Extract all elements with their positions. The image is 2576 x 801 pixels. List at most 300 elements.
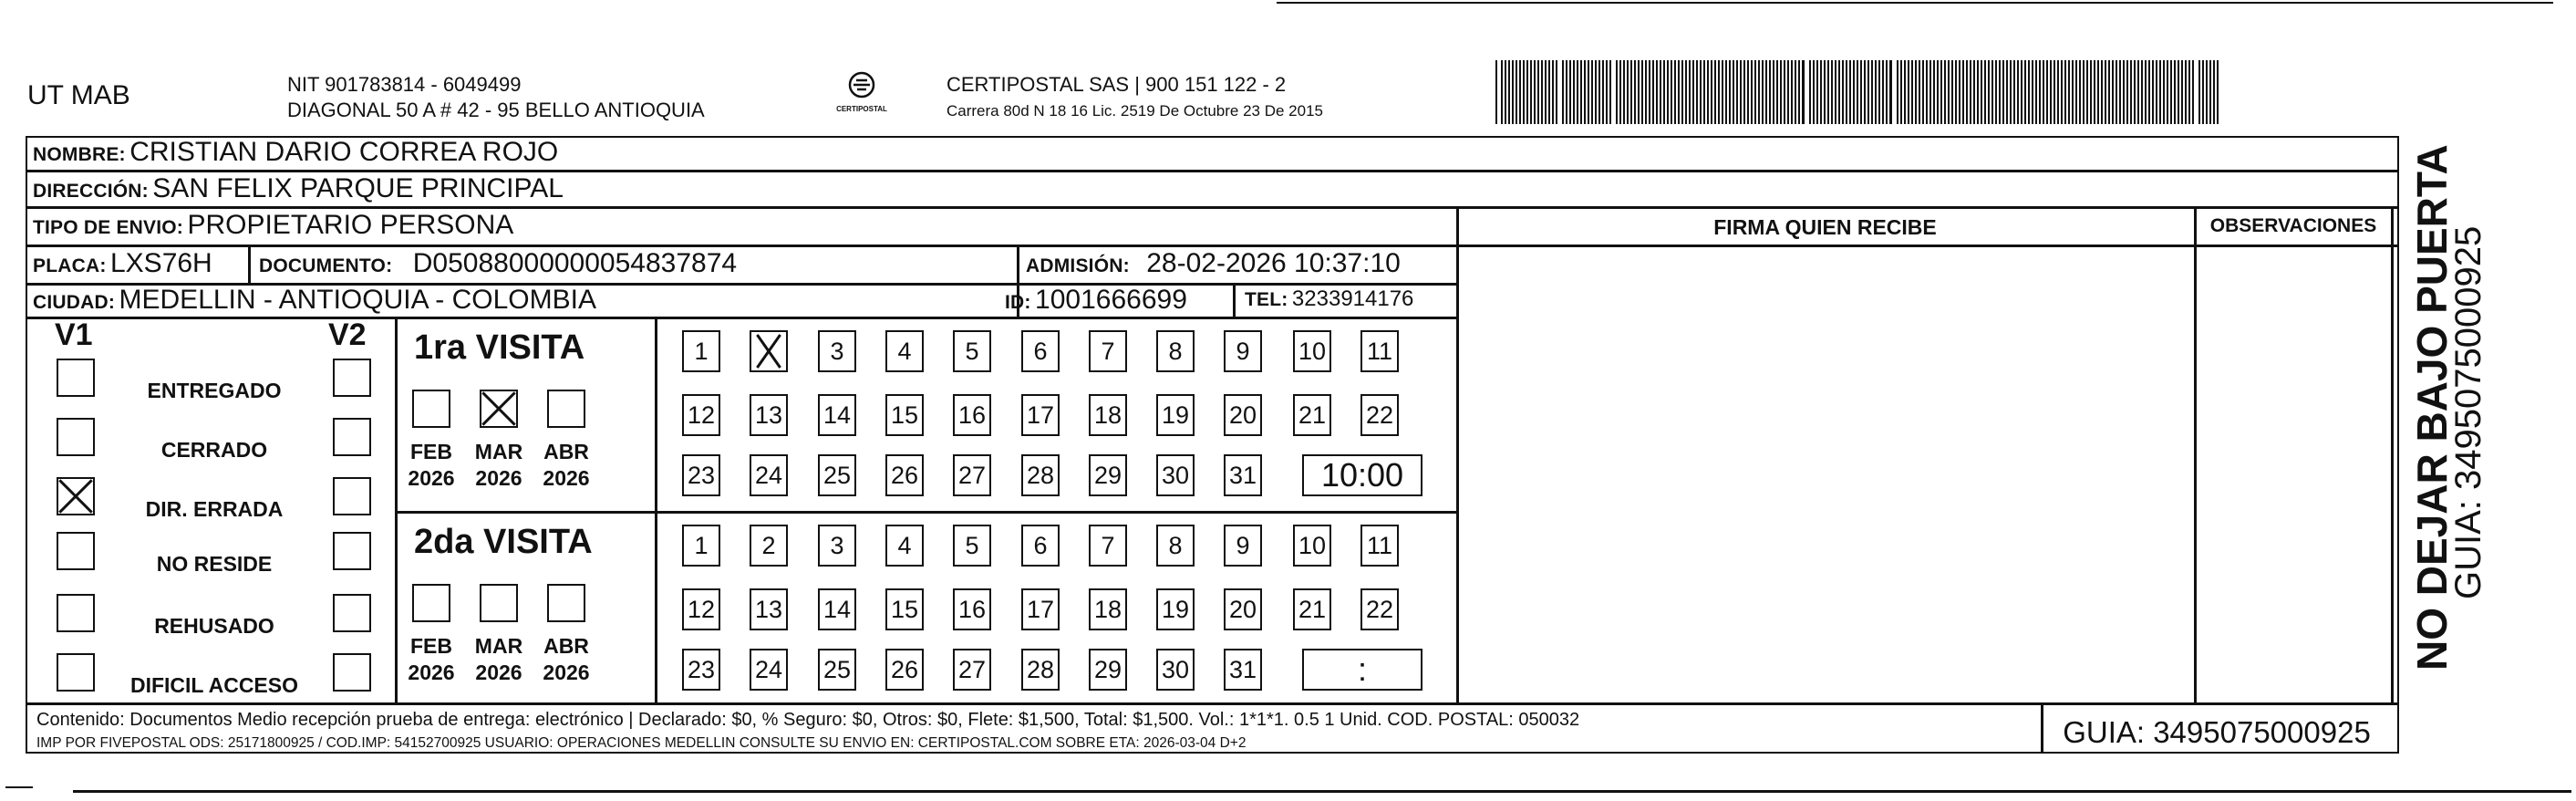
recipient-address: SAN FELIX PARQUE PRINCIPAL [152, 173, 564, 203]
barcode-bar [1534, 60, 1536, 124]
row-divider [26, 244, 1457, 247]
barcode-bar [1718, 60, 1720, 124]
col-divider [2194, 206, 2197, 703]
barcode-bar [2188, 60, 2190, 124]
top-edge-line [1277, 2, 2553, 4]
barcode-bar [1638, 60, 1640, 124]
barcode-bar [1566, 60, 1567, 124]
barcode-bar [2043, 60, 2044, 124]
barcode-bar [1512, 60, 1514, 124]
barcode-bar [2090, 60, 2092, 124]
barcode-bar [1846, 60, 1847, 124]
barcode-bar [2159, 60, 2161, 124]
barcode-bar [1849, 60, 1851, 124]
barcode-bar [1919, 60, 1920, 124]
day-box[interactable]: 8 [1156, 525, 1195, 567]
status-v1-checkbox[interactable] [57, 477, 95, 515]
barcode-bar [2152, 60, 2154, 124]
day-box[interactable]: 15 [885, 394, 924, 436]
barcode [1495, 60, 2225, 124]
v2-label: V2 [328, 317, 367, 352]
day-box[interactable]: 15 [885, 588, 924, 630]
barcode-bar [1595, 60, 1597, 124]
status-v2-checkbox[interactable] [333, 477, 371, 515]
year-label: 2026 [475, 466, 522, 490]
footer-divider [26, 702, 2399, 705]
day-box[interactable]: 19 [1156, 394, 1195, 436]
day-box[interactable]: 29 [1089, 454, 1127, 496]
day-box[interactable]: 29 [1089, 649, 1127, 691]
status-v2-checkbox[interactable] [333, 532, 371, 570]
barcode-bar [2094, 60, 2095, 124]
barcode-bar [1813, 60, 1815, 124]
year-label: 2026 [408, 661, 455, 684]
barcode-bar [2054, 60, 2055, 124]
barcode-bar [1656, 60, 1658, 124]
row-divider [26, 206, 2399, 209]
barcode-bar [1787, 60, 1789, 124]
barcode-bar [2079, 60, 2081, 124]
barcode-bar [1857, 60, 1858, 124]
barcode-bar [2024, 60, 2026, 124]
barcode-bar [1835, 60, 1836, 124]
barcode-bar [2217, 60, 2219, 124]
barcode-bar [1802, 60, 1805, 124]
day-box[interactable]: 28 [1021, 454, 1060, 496]
barcode-bar [1962, 60, 1964, 124]
day-box[interactable]: 2 [750, 525, 788, 567]
certipostal-logo [825, 71, 898, 122]
barcode-bar [1552, 60, 1554, 124]
barcode-bar [1897, 60, 1898, 124]
day-box[interactable]: 6 [1021, 525, 1060, 567]
day-box[interactable]: 19 [1156, 588, 1195, 630]
barcode-bar [1900, 60, 1902, 124]
v1-label: V1 [55, 317, 93, 352]
barcode-bar [2105, 60, 2106, 124]
barcode-bar [2039, 60, 2041, 124]
visit-time-box[interactable]: : [1302, 649, 1422, 691]
barcode-bar [1548, 60, 1550, 124]
month-checkbox[interactable] [412, 584, 450, 622]
status-v2-checkbox[interactable] [333, 653, 371, 692]
barcode-bar [1809, 60, 1811, 124]
logo-icon [843, 71, 880, 102]
barcode-bar [2013, 60, 2015, 124]
status-label: ENTREGADO [147, 379, 282, 402]
barcode-bar [1743, 60, 1745, 124]
barcode-bar [1556, 60, 1557, 124]
row-divider [26, 170, 2399, 172]
barcode-bar [2010, 60, 2012, 124]
year-label: 2026 [543, 466, 590, 490]
id-label: ID: [1005, 292, 1031, 313]
barcode-bar [1780, 60, 1782, 124]
tel-label: TEL: [1245, 289, 1288, 310]
month-checkbox[interactable] [412, 390, 450, 428]
status-label: DIFICIL ACCESO [129, 673, 298, 697]
barcode-bar [1616, 60, 1618, 124]
barcode-bar [1580, 60, 1582, 124]
month-checkbox[interactable] [547, 584, 585, 622]
barcode-bar [1685, 60, 1687, 124]
barcode-bar [1981, 60, 1982, 124]
sender-nit: NIT 901783814 - 6049499 [287, 73, 522, 96]
day-box[interactable]: 23 [682, 454, 720, 496]
barcode-bar [2116, 60, 2117, 124]
barcode-bar [1984, 60, 1986, 124]
barcode-bar [1911, 60, 1913, 124]
barcode-bar [1966, 60, 1968, 124]
plate-value: LXS76H [109, 248, 212, 278]
name-label: NOMBRE: [33, 144, 126, 165]
day-box[interactable]: 8 [1156, 330, 1195, 372]
barcode-bar [1725, 60, 1727, 124]
barcode-bar [1700, 60, 1702, 124]
tel-value: 3233914176 [1291, 286, 1414, 311]
barcode-bar [1591, 60, 1593, 124]
day-box[interactable]: 18 [1089, 588, 1127, 630]
document-row [259, 248, 737, 279]
barcode-bar [1711, 60, 1712, 124]
day-box[interactable]: 24 [750, 454, 788, 496]
status-v1-checkbox[interactable] [57, 653, 95, 692]
day-box[interactable]: 6 [1021, 330, 1060, 372]
visit-title: 2da VISITA [414, 523, 593, 561]
barcode-bar [1667, 60, 1669, 124]
barcode-bar [2178, 60, 2179, 124]
company-address: Carrera 80d N 18 16 Lic. 2519 De Octubre 23 De 2015 [947, 102, 1323, 120]
day-box[interactable]: 7 [1089, 525, 1127, 567]
barcode-bar [1959, 60, 1960, 124]
barcode-bar [2032, 60, 2033, 124]
barcode-bar [2134, 60, 2136, 124]
barcode-bar [2156, 60, 2157, 124]
day-box[interactable]: 13 [750, 394, 788, 436]
day-box[interactable]: 10 [1293, 525, 1331, 567]
month-label: MAR [474, 440, 523, 463]
status-v2-checkbox[interactable] [333, 594, 371, 632]
barcode-bar [1886, 60, 1888, 124]
day-box[interactable]: 3 [818, 525, 856, 567]
barcode-bar [2046, 60, 2048, 124]
admission-row [1026, 248, 1401, 279]
barcode-bar [1674, 60, 1676, 124]
barcode-bar [2112, 60, 2114, 124]
month-checkbox[interactable] [480, 584, 518, 622]
barcode-bar [2174, 60, 2176, 124]
day-box[interactable]: 10 [1293, 330, 1331, 372]
day-box[interactable]: 12 [682, 588, 720, 630]
address-label: DIRECCIÓN: [33, 181, 149, 202]
barcode-bar [1703, 60, 1705, 124]
barcode-bar [1751, 60, 1753, 124]
plate-label: PLACA: [33, 255, 107, 276]
barcode-bar [2167, 60, 2168, 124]
barcode-bar [1758, 60, 1760, 124]
barcode-bar [1714, 60, 1716, 124]
month-label: ABR [543, 634, 589, 658]
barcode-bar [2021, 60, 2023, 124]
barcode-bar [1652, 60, 1654, 124]
day-box[interactable]: 1 [682, 330, 720, 372]
barcode-bar [1922, 60, 1924, 124]
day-box[interactable]: 14 [818, 588, 856, 630]
type-label: TIPO DE ENVIO: [33, 217, 183, 238]
barcode-bar [1951, 60, 1953, 124]
barcode-bar [1609, 60, 1611, 124]
barcode-bar [2075, 60, 2077, 124]
sender-address: DIAGONAL 50 A # 42 - 95 BELLO ANTIOQUIA [287, 99, 705, 121]
barcode-bar [1991, 60, 1993, 124]
barcode-bar [1537, 60, 1539, 124]
status-label: NO RESIDE [156, 552, 273, 576]
barcode-bar [1999, 60, 2001, 124]
barcode-bar [1937, 60, 1939, 124]
barcode-bar [2198, 60, 2200, 124]
day-box[interactable]: 22 [1360, 588, 1399, 630]
col-divider [248, 244, 251, 284]
barcode-bar [1988, 60, 1990, 124]
barcode-bar [1944, 60, 1946, 124]
barcode-bar [1573, 60, 1575, 124]
barcode-bar [2181, 60, 2183, 124]
day-box[interactable]: 17 [1021, 394, 1060, 436]
barcode-bar [1495, 60, 1497, 124]
barcode-bar [1875, 60, 1877, 124]
bottom-edge-line [73, 790, 2571, 793]
barcode-bar [1530, 60, 1532, 124]
barcode-bar [1606, 60, 1608, 124]
barcode-bar [2202, 60, 2204, 124]
day-box[interactable]: 12 [682, 394, 720, 436]
col-divider [655, 317, 657, 703]
barcode-bar [1523, 60, 1525, 124]
day-box[interactable]: 20 [1224, 588, 1262, 630]
day-box[interactable]: 11 [1360, 330, 1399, 372]
visit-title: 1ra VISITA [414, 328, 585, 367]
barcode-bar [2130, 60, 2132, 124]
barcode-bar [1696, 60, 1698, 124]
day-box[interactable]: 4 [885, 525, 924, 567]
day-box[interactable]: 4 [885, 330, 924, 372]
status-v2-checkbox[interactable] [333, 418, 371, 456]
barcode-bar [2002, 60, 2004, 124]
do-not-leave-warning: NO DEJAR BAJO PUERTA [2408, 144, 2456, 671]
status-v1-checkbox[interactable] [57, 359, 95, 397]
day-box[interactable]: 31 [1224, 649, 1262, 691]
barcode-bar [1545, 60, 1547, 124]
col-divider [1233, 283, 1236, 317]
day-box[interactable]: 18 [1089, 394, 1127, 436]
barcode-bar [1973, 60, 1975, 124]
barcode-bar [1588, 60, 1589, 124]
day-box[interactable]: 24 [750, 649, 788, 691]
tel-row [1245, 286, 1413, 312]
barcode-bar [1584, 60, 1586, 124]
barcode-bar [1842, 60, 1844, 124]
barcode-bar [1649, 60, 1650, 124]
month-checkbox[interactable] [547, 390, 585, 428]
day-box[interactable]: 16 [953, 588, 991, 630]
observations-header: OBSERVACIONES [2209, 215, 2377, 236]
month-label: ABR [543, 440, 589, 463]
address-row [33, 173, 564, 204]
month-checkbox[interactable] [480, 390, 518, 428]
day-box[interactable]: 5 [953, 330, 991, 372]
day-box[interactable]: 22 [1360, 394, 1399, 436]
day-box[interactable]: 30 [1156, 454, 1195, 496]
day-box[interactable]: 16 [953, 394, 991, 436]
name-row [33, 137, 558, 168]
day-box[interactable]: 25 [818, 649, 856, 691]
barcode-bar [1641, 60, 1643, 124]
barcode-bar [1948, 60, 1950, 124]
side-guide-number: GUIA: 3495075000925 [2448, 225, 2488, 599]
barcode-bar [1645, 60, 1647, 124]
sender-name: UT MAB [27, 80, 130, 110]
barcode-bar [1740, 60, 1742, 124]
day-box[interactable]: 13 [750, 588, 788, 630]
day-box[interactable]: 31 [1224, 454, 1262, 496]
day-box[interactable]: 14 [818, 394, 856, 436]
barcode-bar [1736, 60, 1738, 124]
day-box[interactable]: 21 [1293, 588, 1331, 630]
barcode-bar [1798, 60, 1800, 124]
barcode-bar [1630, 60, 1632, 124]
status-v1-checkbox[interactable] [57, 418, 95, 456]
visit-divider [395, 511, 1457, 514]
barcode-bar [2192, 60, 2194, 124]
day-box[interactable]: 23 [682, 649, 720, 691]
barcode-bar [1824, 60, 1826, 124]
footer-content-line: Contenido: Documentos Medio recepción prueba de entrega: electrónico | Declarado: $0, % Seguro: $0, Otros: $0, Flete: $1,500, Total: $1,500. Vol.: 1*1*1. 0.5 1 Unid. COD. POSTAL: 050032 [36, 710, 1580, 730]
plate-row [33, 248, 212, 279]
barcode-bar [2209, 60, 2211, 124]
barcode-bar [1678, 60, 1680, 124]
status-label: CERRADO [160, 438, 268, 462]
barcode-bar [1860, 60, 1862, 124]
city-label: CIUDAD: [33, 292, 116, 313]
visit-time-box[interactable]: 10:00 [1302, 454, 1422, 496]
barcode-bar [2057, 60, 2059, 124]
document-label: DOCUMENTO: [259, 255, 393, 276]
barcode-bar [1831, 60, 1833, 124]
barcode-bar [1747, 60, 1749, 124]
barcode-bar [1765, 60, 1767, 124]
document-value: D05088000000054837874 [412, 248, 738, 278]
status-v1-checkbox[interactable] [57, 594, 95, 632]
month-label: FEB [410, 634, 452, 658]
status-v1-checkbox[interactable] [57, 532, 95, 570]
id-value: 1001666699 [1035, 285, 1187, 315]
barcode-bar [1940, 60, 1942, 124]
barcode-bar [1519, 60, 1521, 124]
barcode-bar [2097, 60, 2099, 124]
barcode-bar [1977, 60, 1979, 124]
barcode-bar [2061, 60, 2063, 124]
id-row [1005, 285, 1187, 316]
row-divider [1456, 244, 2399, 247]
day-box[interactable]: 9 [1224, 330, 1262, 372]
barcode-bar [1816, 60, 1818, 124]
barcode-bar [1795, 60, 1796, 124]
day-box[interactable]: 3 [818, 330, 856, 372]
day-box[interactable]: 26 [885, 454, 924, 496]
footer-guide-number: GUIA: 3495075000925 [2063, 715, 2371, 749]
barcode-bar [1904, 60, 1906, 124]
barcode-bar [2137, 60, 2139, 124]
day-box[interactable]: 26 [885, 649, 924, 691]
col-divider [1456, 206, 1459, 703]
day-box[interactable]: 21 [1293, 394, 1331, 436]
barcode-bar [2068, 60, 2070, 124]
barcode-bar [1623, 60, 1625, 124]
barcode-bar [2141, 60, 2143, 124]
day-box[interactable]: 5 [953, 525, 991, 567]
status-v2-checkbox[interactable] [333, 359, 371, 397]
barcode-bar [1791, 60, 1793, 124]
day-box[interactable]: 25 [818, 454, 856, 496]
day-box[interactable]: 11 [1360, 525, 1399, 567]
barcode-bar [1773, 60, 1774, 124]
barcode-bar [1867, 60, 1869, 124]
day-box[interactable]: 9 [1224, 525, 1262, 567]
day-box[interactable]: 1 [682, 525, 720, 567]
barcode-bar [1501, 60, 1503, 124]
barcode-bar [2101, 60, 2103, 124]
barcode-bar [1762, 60, 1764, 124]
barcode-bar [1853, 60, 1855, 124]
barcode-bar [2213, 60, 2215, 124]
barcode-bar [2006, 60, 2008, 124]
day-box[interactable] [750, 330, 788, 372]
barcode-bar [1769, 60, 1771, 124]
barcode-bar [2163, 60, 2165, 124]
day-box[interactable]: 27 [953, 454, 991, 496]
barcode-bar [1577, 60, 1578, 124]
barcode-bar [1864, 60, 1866, 124]
day-box[interactable]: 30 [1156, 649, 1195, 691]
day-box[interactable]: 7 [1089, 330, 1127, 372]
city-value: MEDELLIN - ANTIOQUIA - COLOMBIA [119, 285, 596, 315]
barcode-bar [2206, 60, 2208, 124]
barcode-bar [1508, 60, 1510, 124]
barcode-bar [1820, 60, 1822, 124]
barcode-bar [1516, 60, 1517, 124]
day-box[interactable]: 28 [1021, 649, 1060, 691]
status-label: REHUSADO [154, 614, 274, 638]
barcode-bar [1933, 60, 1935, 124]
barcode-bar [1838, 60, 1840, 124]
barcode-bar [1889, 60, 1892, 124]
barcode-bar [2148, 60, 2150, 124]
day-box[interactable]: 27 [953, 649, 991, 691]
month-label: FEB [410, 440, 452, 463]
barcode-bar [1970, 60, 1971, 124]
day-box[interactable]: 17 [1021, 588, 1060, 630]
barcode-bar [1660, 60, 1661, 124]
recipient-name: CRISTIAN DARIO CORREA ROJO [129, 137, 559, 167]
barcode-bar [1908, 60, 1909, 124]
barcode-bar [1619, 60, 1621, 124]
barcode-bar [1505, 60, 1506, 124]
barcode-bar [2064, 60, 2066, 124]
barcode-bar [2086, 60, 2088, 124]
barcode-bar [1598, 60, 1600, 124]
day-box[interactable]: 20 [1224, 394, 1262, 436]
barcode-bar [2123, 60, 2125, 124]
